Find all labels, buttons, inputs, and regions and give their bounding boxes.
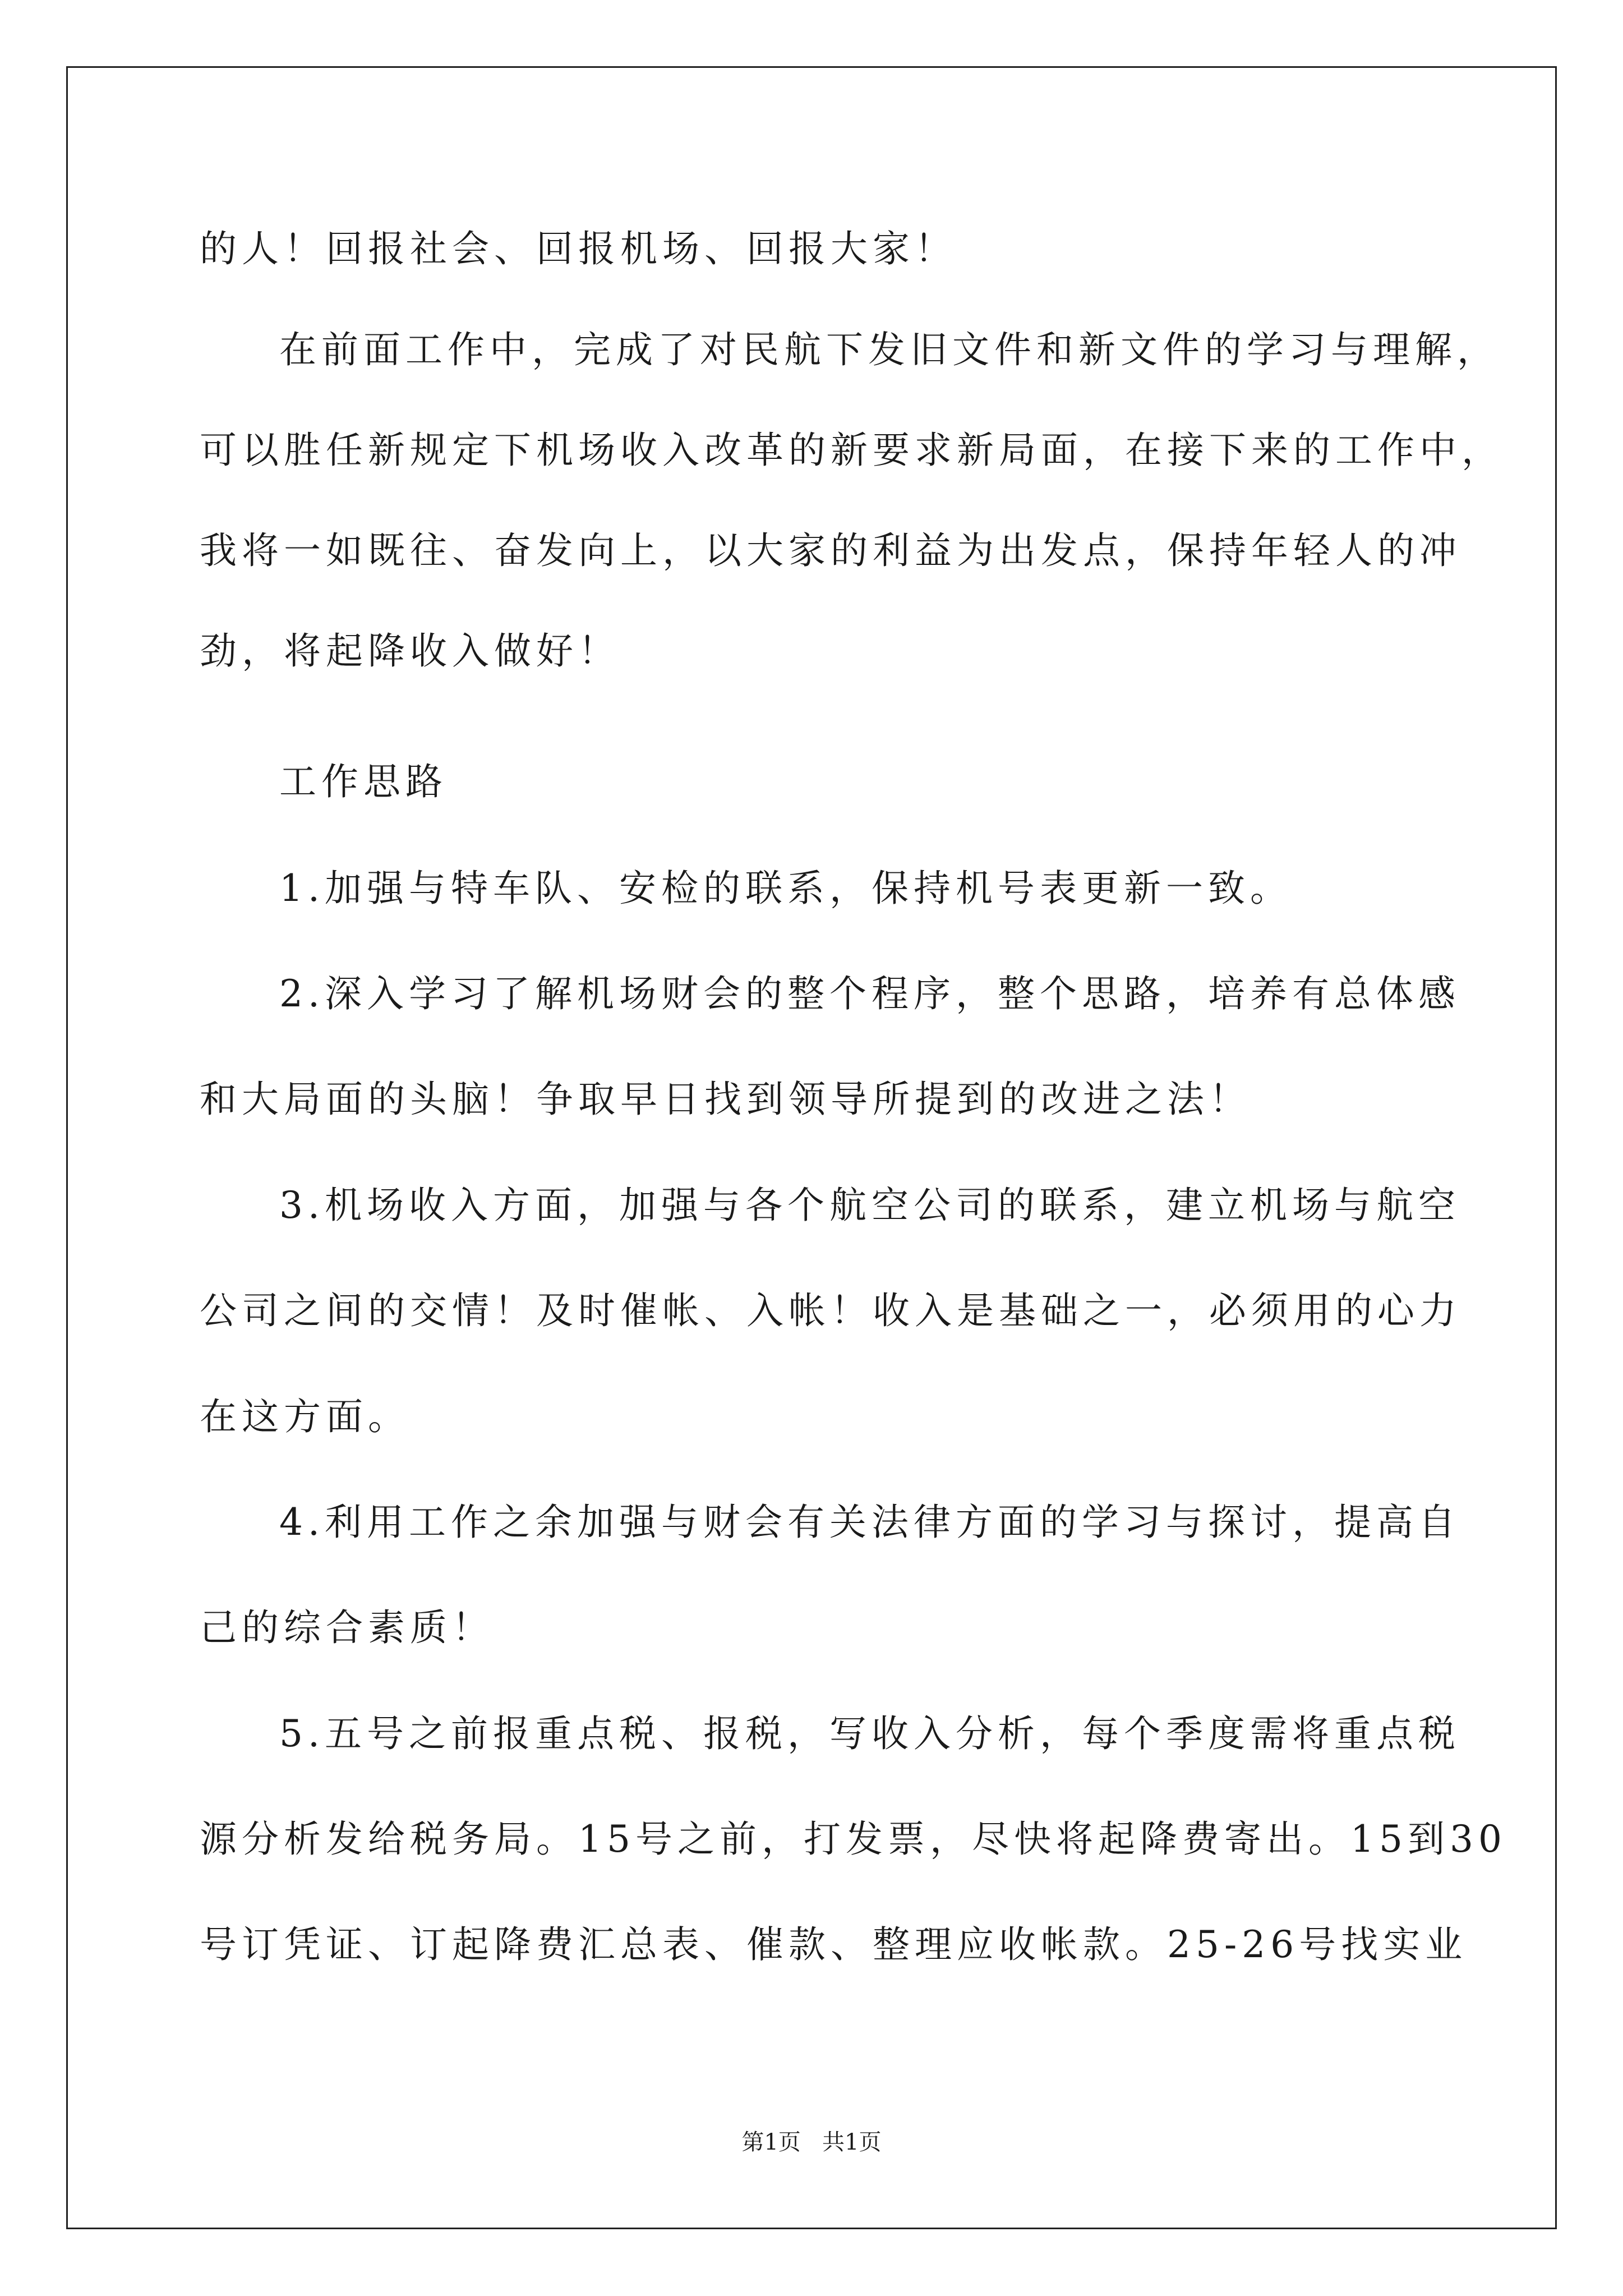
text-line: 公司之间的交情！及时催帐、入帐！收入是基础之一，必须用的心力 [200, 1289, 1461, 1332]
text-line: 5.五号之前报重点税、报税，写收入分析，每个季度需将重点税 [279, 1712, 1460, 1755]
section-heading: 工作思路 [279, 760, 448, 803]
page-number-footer: 第1页 共1页 [741, 2129, 882, 2155]
text-line: 1.加强与特车队、安检的联系，保持机号表更新一致。 [279, 867, 1292, 910]
text-line: 己的综合素质！ [200, 1606, 494, 1649]
text-line: 在前面工作中，完成了对民航下发旧文件和新文件的学习与理解， [279, 328, 1499, 371]
page-border [66, 66, 1557, 2229]
text-line: 的人！回报社会、回报机场、回报大家！ [200, 227, 957, 270]
text-line: 4.利用工作之余加强与财会有关法律方面的学习与探讨，提高自 [279, 1501, 1460, 1544]
text-line: 源分析发给税务局。15号之前，打发票，尽快将起降费寄出。15到30 [200, 1818, 1507, 1861]
text-line: 可以胜任新规定下机场收入改革的新要求新局面，在接下来的工作中， [200, 429, 1504, 472]
text-line: 2.深入学习了解机场财会的整个程序，整个思路，培养有总体感 [279, 972, 1460, 1015]
text-line: 3.机场收入方面，加强与各个航空公司的联系，建立机场与航空 [279, 1184, 1460, 1227]
text-line: 号订凭证、订起降费汇总表、催款、整理应收帐款。25-26号找实业 [200, 1923, 1468, 1966]
text-line: 劲，将起降收入做好！ [200, 629, 620, 673]
text-line: 和大局面的头脑！争取早日找到领导所提到的改进之法！ [200, 1078, 1251, 1121]
text-line: 在这方面。 [200, 1395, 410, 1438]
text-line: 我将一如既往、奋发向上，以大家的利益为出发点，保持年轻人的冲 [200, 529, 1461, 572]
